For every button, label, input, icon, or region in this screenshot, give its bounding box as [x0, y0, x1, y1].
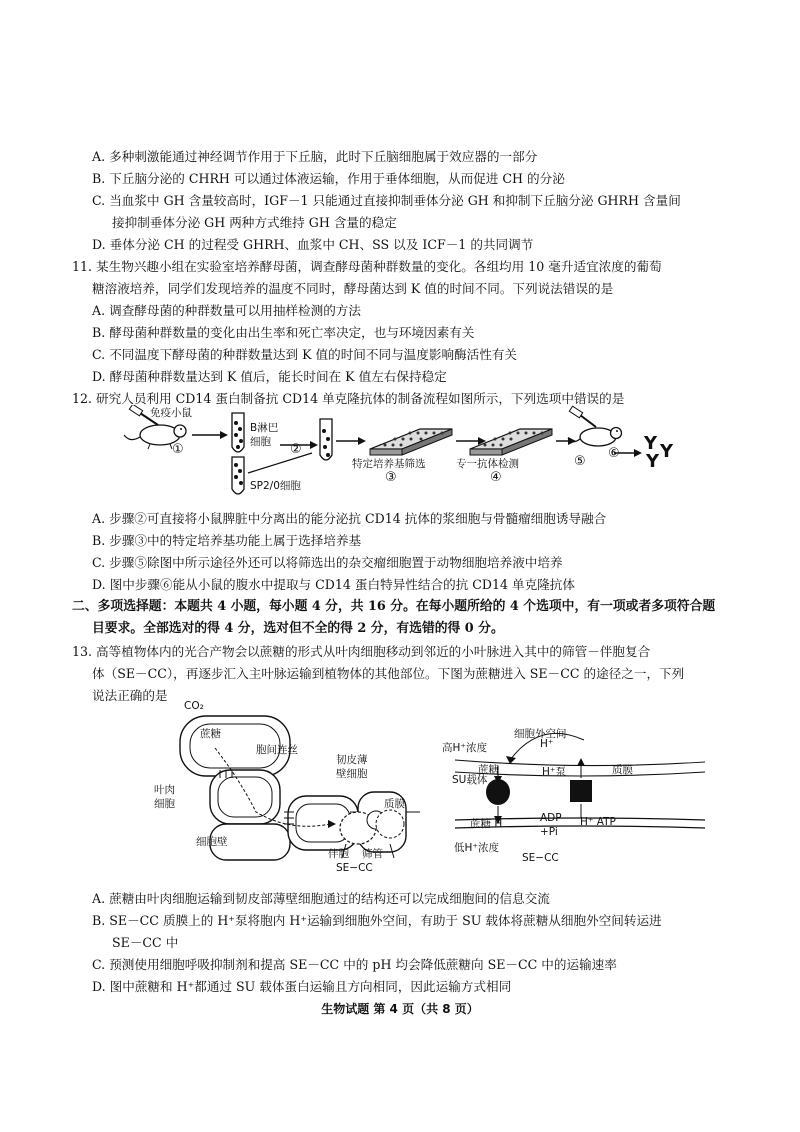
label-sucrose-h: 蔗糖 H [470, 818, 503, 830]
fused-tube-icon [320, 419, 332, 460]
label-sp20: SP2/0细胞 [250, 480, 301, 492]
label-pi: +Pi [540, 826, 558, 838]
membrane-detail [455, 733, 705, 828]
antibody-icon [643, 433, 674, 472]
label-plasmodesma: 胞间连丝 [256, 744, 298, 756]
q12-option-d: D. 图中步骤⑥能从小鼠的腹水中提取与 CD14 蛋白特异性结合的抗 CD14 单克隆抗体 [92, 577, 575, 592]
label-high-h: 高H⁺浓度 [442, 742, 487, 754]
q13-stem-cont-2: 说法正确的是 [92, 688, 168, 703]
mouse-2-icon [568, 406, 622, 446]
q13-option-b-cont: SE－CC 中 [112, 935, 179, 950]
label-antibody-test: 专一抗体检测 [456, 458, 519, 470]
section-2-heading-cont: 目要求。全部选对的得 4 分，选对但不全的得 2 分，有选错的得 0 分。 [92, 621, 504, 636]
label-sucrose: 蔗糖 [478, 764, 499, 776]
label-mesophyll-2: 细胞 [154, 798, 175, 810]
q11-option-b: B. 酵母菌种群数量的变化由出生率和死亡率决定，也与环境因素有关 [92, 325, 475, 340]
q11-option-c: C. 不同温度下酵母菌的种群数量达到 K 值的时间不同与温度影响酶活性有关 [92, 347, 518, 362]
label-phloem: 韧皮薄 [336, 754, 368, 766]
label-membrane-top: 质膜 [384, 798, 405, 810]
q13-option-b: B. SE－CC 质膜上的 H⁺泵将胞内 H⁺运输到细胞外空间，有助于 SU 载体将蔗糖从细胞外空间转运进 [92, 913, 662, 928]
label-phloem-2: 壁细胞 [336, 768, 368, 780]
q13-option-a: A. 蔗糖由叶肉细胞运输到韧皮部薄壁细胞通过的结构还可以完成细胞间的信息交流 [92, 891, 550, 906]
label-step-6: ⑥ [608, 446, 620, 461]
label-step-3: ③ [385, 470, 397, 485]
label-adp: ADP [540, 812, 562, 824]
q10-option-a: A. 多种刺激能通过神经调节作用于下丘脑，此时下丘脑细胞属于效应器的一部分 [92, 149, 538, 164]
label-step-4: ④ [490, 470, 502, 485]
page-footer: 生物试题 第 4 页（共 8 页） [321, 1002, 479, 1016]
label-sieve: 筛管 [362, 848, 383, 860]
q11-stem: 11. 某生物兴趣小组在实验室培养酵母菌，调查酵母菌种群数量的变化。各组均用 10 毫升适宜浓度的葡萄 [72, 259, 662, 274]
label-companion: 伴胞 [328, 848, 349, 860]
q12-option-a: A. 步骤②可直接将小鼠脾脏中分离出的能分泌抗 CD14 抗体的浆细胞与骨髓瘤细胞诱导融合 [92, 511, 607, 526]
sp20-tube-icon [232, 457, 244, 494]
label-sucrose-cell: 蔗糖 [200, 728, 221, 740]
label-secc: SE−CC [336, 862, 373, 874]
q10-option-c-cont: 接抑制垂体分泌 GH 两种方式维持 GH 含量的稳定 [112, 215, 397, 230]
svg-text:Y: Y [644, 433, 658, 454]
q13-stem-cont: 体（SE－CC），再逐步汇入主叶脉运输到植物体的其他部位。下图为蔗糖进入 SE－CC 的途径之一，下列 [92, 666, 685, 681]
h-pump-icon [570, 780, 592, 802]
q10-option-c: C. 当血浆中 GH 含量较高时，IGF－1 只能通过直接抑制垂体分泌 GH 和抑制下丘脑分泌 GHRH 含量间 [92, 193, 681, 208]
q12-figure [120, 405, 680, 505]
label-step-1: ① [172, 442, 184, 457]
q11-option-a: A. 调查酵母菌的种群数量可以用抽样检测的方法 [92, 303, 361, 318]
svg-text:Y: Y [646, 451, 660, 472]
label-h-pump: H⁺泵 [542, 766, 566, 778]
selection-plate-icon [370, 429, 452, 455]
q12-option-b: B. 步骤③中的特定培养基功能上属于选择培养基 [92, 533, 362, 548]
q12-stem: 12. 研究人员利用 CD14 蛋白制备抗 CD14 单克隆抗体的制备流程如图所示，下列选项中错误的是 [72, 391, 625, 406]
label-selection-medium: 特定培养基筛选 [352, 458, 426, 470]
label-secc-2: SE−CC [522, 852, 559, 864]
label-membrane: 质膜 [612, 764, 633, 776]
label-h-plus: H⁺ [540, 738, 554, 750]
svg-text:Y: Y [660, 441, 674, 462]
q11-stem-cont: 糖溶液培养，同学们发现培养的温度不同时，酵母菌达到 K 值的时间不同。下列说法错误的是 [92, 281, 614, 296]
q10-option-b: B. 下丘脑分泌的 CHRH 可以通过体液运输，作用于垂体细胞，从而促进 CH 的分泌 [92, 171, 565, 186]
label-extracellular: 细胞外空间 [514, 728, 567, 740]
q11-option-d: D. 酵母菌种群数量达到 K 值后，能长时间在 K 值左右保持稳定 [92, 369, 447, 384]
label-b-cell: B淋巴 [250, 422, 279, 434]
label-low-h: 低H⁺浓度 [454, 842, 499, 854]
q10-option-d: D. 垂体分泌 CH 的过程受 GHRH、血浆中 CH、SS 以及 ICF－1 的共同调节 [92, 237, 534, 252]
label-b-cell-2: 细胞 [250, 436, 271, 448]
label-step-5: ⑤ [574, 454, 586, 469]
q12-option-c: C. 步骤⑤除图中所示途径外还可以将筛选出的杂交瘤细胞置于动物细胞培养液中培养 [92, 555, 563, 570]
q13-stem: 13. 高等植物体内的光合产物会以蔗糖的形式从叶肉细胞移动到邻近的小叶脉进入其中的筛管－伴胞复合 [72, 644, 651, 659]
section-2-heading: 二、多项选择题：本题共 4 小题，每小题 4 分，共 16 分。在每小题所给的 4 个选项中，有一项或者多项符合题 [72, 599, 716, 614]
q13-option-c: C. 预测使用细胞呼吸抑制剂和提高 SE－CC 中的 pH 均会降低蔗糖向 SE－CC 中的运输速率 [92, 957, 617, 972]
label-cell-wall: 细胞壁 [196, 836, 228, 848]
q13-option-d: D. 图中蔗糖和 H⁺都通过 SU 载体蛋白运输且方向相同，因此运输方式相同 [92, 979, 512, 994]
label-co2: CO₂ [184, 700, 204, 712]
b-cell-tube-icon [232, 413, 244, 452]
label-h-atp: H⁺ ATP [580, 816, 616, 828]
label-mesophyll: 叶肉 [154, 784, 175, 796]
label-step-2: ② [290, 442, 302, 457]
label-su: SU载体 [452, 774, 488, 786]
label-immune-mouse: 免疫小鼠 [150, 407, 192, 419]
